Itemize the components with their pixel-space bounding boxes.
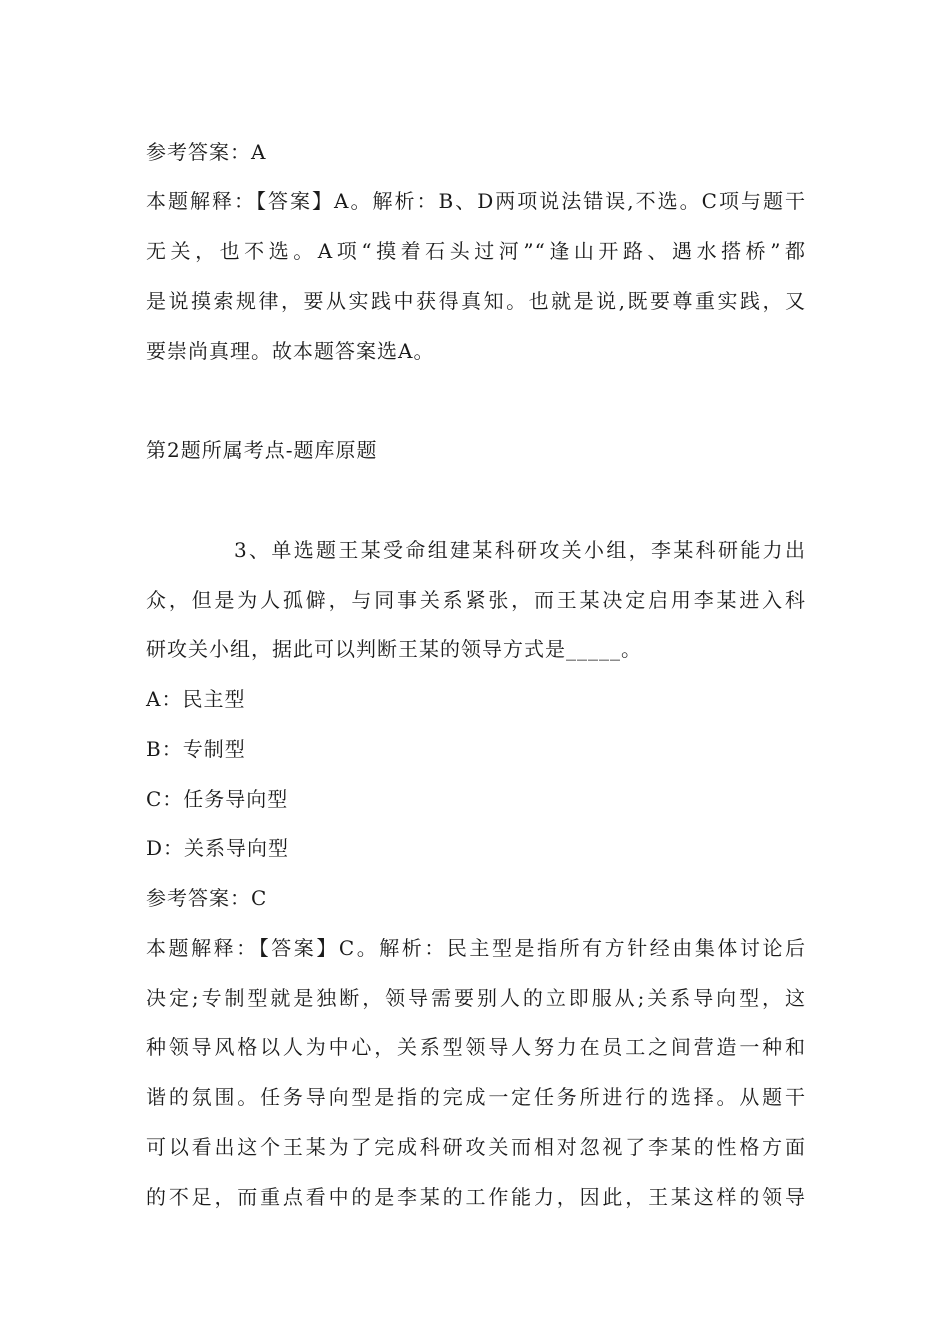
q3-explanation-line: 谐的氛围。任务导向型是指的完成一定任务所进行的选择。从题干 — [146, 1085, 806, 1109]
q3-answer: 参考答案：C — [146, 886, 268, 910]
q3-explanation-line: 的不足，而重点看中的是李某的工作能力，因此，王某这样的领导 — [146, 1185, 806, 1209]
q3-option-c: C：任务导向型 — [146, 787, 289, 811]
q2-answer: 参考答案：A — [146, 140, 267, 164]
q3-option-d: D：关系导向型 — [146, 836, 290, 860]
q3-question-line: 研攻关小组，据此可以判断王某的领导方式是_____。 — [146, 637, 642, 661]
q2-category: 第2题所属考点-题库原题 — [146, 438, 378, 462]
q2-explanation-line: 要崇尚真理。故本题答案选A。 — [146, 339, 435, 363]
q3-explanation-line: 种领导风格以人为中心，关系型领导人努力在员工之间营造一种和 — [146, 1035, 806, 1059]
q3-option-b: B：专制型 — [146, 737, 246, 761]
q2-explanation-line: 是说摸索规律，要从实践中获得真知。也就是说,既要尊重实践，又 — [146, 289, 806, 313]
q3-explanation-line: 本题解释：【答案】C。解析：民主型是指所有方针经由集体讨论后 — [146, 936, 806, 960]
q3-explanation-line: 决定;专制型就是独断，领导需要别人的立即服从;关系导向型，这 — [146, 986, 806, 1010]
q3-explanation-line: 可以看出这个王某为了完成科研攻关而相对忽视了李某的性格方面 — [146, 1135, 806, 1159]
q3-question-line: 众，但是为人孤僻，与同事关系紧张，而王某决定启用李某进入科 — [146, 588, 806, 612]
q2-explanation-line: 本题解释：【答案】A。解析：B、D两项说法错误,不选。C项与题干 — [146, 189, 806, 213]
q3-option-a: A：民主型 — [146, 687, 246, 711]
q2-explanation-line: 无关，也不选。A项“摸着石头过河”“逢山开路、遇水搭桥”都 — [146, 239, 806, 263]
q3-question-line: 3、单选题王某受命组建某科研攻关小组，李某科研能力出 — [234, 538, 806, 562]
